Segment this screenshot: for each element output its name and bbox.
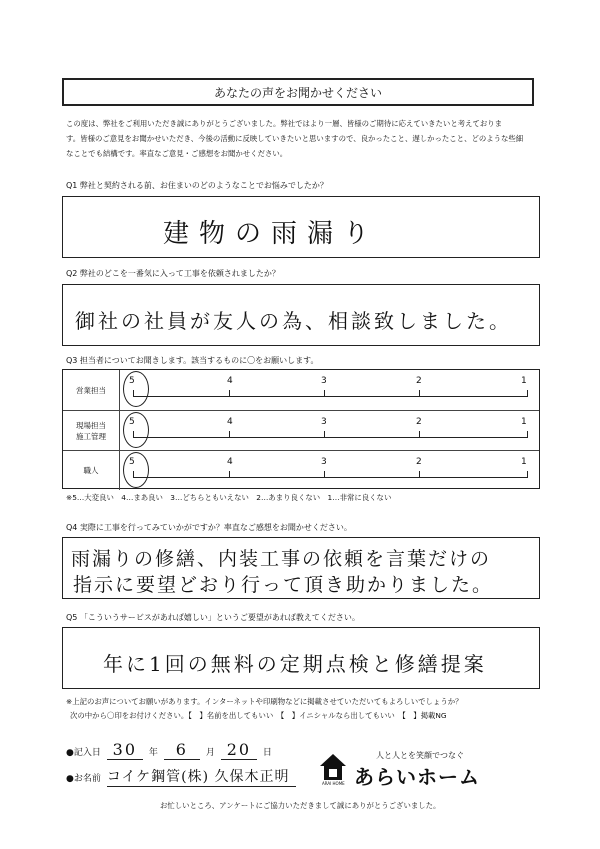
q4-answer-box [62, 537, 540, 599]
selection-circle [123, 371, 149, 407]
row-label-text: 現場担当 [76, 420, 106, 430]
row-label-text: 営業担当 [76, 385, 106, 395]
q4-label: Q4 実際に工事を行ってみていかがですか？率直なご感想をお聞かせください。 [66, 523, 352, 532]
scale-tick [229, 431, 230, 438]
row-label-text: 施工管理 [76, 431, 106, 441]
q1-label: Q1 弊社と契約される前、お住まいのどのようなことでお悩みでしたか？ [66, 181, 328, 190]
scale-tick [324, 390, 325, 397]
rating-legend: ※5…大変良い 4…まあ良い 3…どちらともいえない 2…あまり良くない 1…非常に良くない [66, 493, 392, 502]
q4-answer-line: 雨漏りの修繕、内装工事の依頼を言葉だけの [71, 548, 492, 570]
entry-month-unit: 月 [205, 748, 215, 758]
entry-day: 20 [221, 740, 257, 760]
scale-number: 5 [129, 376, 135, 386]
name-label: ●お名前 [66, 774, 101, 784]
scale-number: 1 [521, 417, 527, 427]
rating-row-craftsman [63, 450, 539, 490]
survey-title-box [62, 78, 534, 106]
intro-line: す。皆様のご意見をお聞かせいただき、今後の活動に反映していきたいと思いますので、良かったこと、遅しかったこと、どのような些細 [66, 134, 524, 143]
logo-mark-text: ARAI HOME [322, 781, 345, 786]
scale-number: 3 [321, 457, 327, 467]
entry-year-unit: 年 [148, 748, 158, 758]
q4-answer-line: 指示に要望どおり行って頂き助かりました。 [73, 574, 494, 596]
scale-tick [527, 431, 528, 438]
q5-answer: 年に1回の無料の定期点検と修繕提案 [103, 652, 487, 676]
logo-brand: あらいホーム [354, 765, 480, 789]
rating-row-label [63, 370, 120, 410]
name-value: コイケ鋼管(株) 久保木正明 [107, 766, 296, 787]
q1-answer-box [62, 196, 540, 258]
scale-tick [419, 471, 420, 478]
scale-tick [229, 390, 230, 397]
logo-tagline: 人と人とを笑顔でつなぐ [376, 751, 464, 760]
scale-number: 1 [521, 376, 527, 386]
scale-number: 2 [416, 457, 422, 467]
rating-row-sales [63, 370, 539, 410]
scale-number: 4 [227, 457, 233, 467]
q3-label: Q3 担当者についてお聞きします。該当するものに〇をお願いします。 [66, 356, 319, 365]
scale-tick [527, 471, 528, 478]
selection-circle [123, 412, 149, 448]
consent-options: 次の中から〇印をお付けください。【 】名前を出してもいい 【 】イニシャルなら出してもいい 【 】掲載NG [70, 711, 447, 720]
scale-number: 2 [416, 417, 422, 427]
scale-number: 5 [129, 457, 135, 467]
q5-label: Q5 「こういうサービスがあれば嬉しい」というご要望があれば教えてください。 [66, 613, 360, 622]
selection-circle [123, 452, 149, 488]
intro-line: なことでも結構です。率直なご意見・ご感想をお聞かせください。 [66, 149, 288, 158]
q5-answer-box [62, 627, 540, 689]
scale-line [133, 437, 527, 438]
scale-tick [419, 431, 420, 438]
name-row [66, 766, 296, 787]
scale-number: 4 [227, 417, 233, 427]
entry-date-row [66, 740, 272, 760]
scale-number: 4 [227, 376, 233, 386]
scale-tick [324, 471, 325, 478]
scale-tick [229, 471, 230, 478]
entry-month: 6 [164, 740, 200, 760]
scale-number: 5 [129, 417, 135, 427]
scale-number: 1 [521, 457, 527, 467]
scale-line [133, 396, 527, 397]
row-label-text: 職人 [83, 466, 99, 475]
entry-day-unit: 日 [262, 748, 272, 758]
scale-tick [527, 390, 528, 397]
scale-number: 3 [321, 376, 327, 386]
rating-table [62, 369, 540, 489]
q2-answer: 御社の社員が友人の為、相談致しました。 [75, 309, 512, 333]
page-title: あなたの声をお聞かせください [213, 85, 382, 100]
company-logo [318, 750, 538, 788]
scale-number: 3 [321, 417, 327, 427]
rating-row-label [63, 451, 120, 490]
entry-year: 30 [107, 740, 143, 760]
consent-note: ※上記のお声についてお願いがあります。インターネットや印刷物などに掲載させていただいてもよろしいでしょうか？ [66, 697, 463, 706]
intro-line: この度は、弊社をご利用いただき誠にありがとうございました。弊社ではより一層、皆様のご期待に応えていきたいと考えておりま [66, 119, 503, 128]
q2-answer-box [62, 284, 540, 346]
scale-number: 2 [416, 376, 422, 386]
rating-row-label [63, 411, 120, 450]
scale-tick [419, 390, 420, 397]
scale-tick [324, 431, 325, 438]
intro-text [66, 116, 546, 161]
q1-answer: 建物の雨漏り [163, 219, 380, 249]
house-icon [318, 752, 348, 782]
entry-date-label: ●記入日 [66, 748, 101, 758]
q2-label: Q2 弊社のどこを一番気に入って工事を依頼されましたか？ [66, 269, 280, 278]
thank-you-footer: お忙しいところ、アンケートにご協力いただきまして誠にありがとうございました。 [160, 801, 441, 810]
rating-row-site-manager [63, 410, 539, 450]
scale-line [133, 477, 527, 478]
